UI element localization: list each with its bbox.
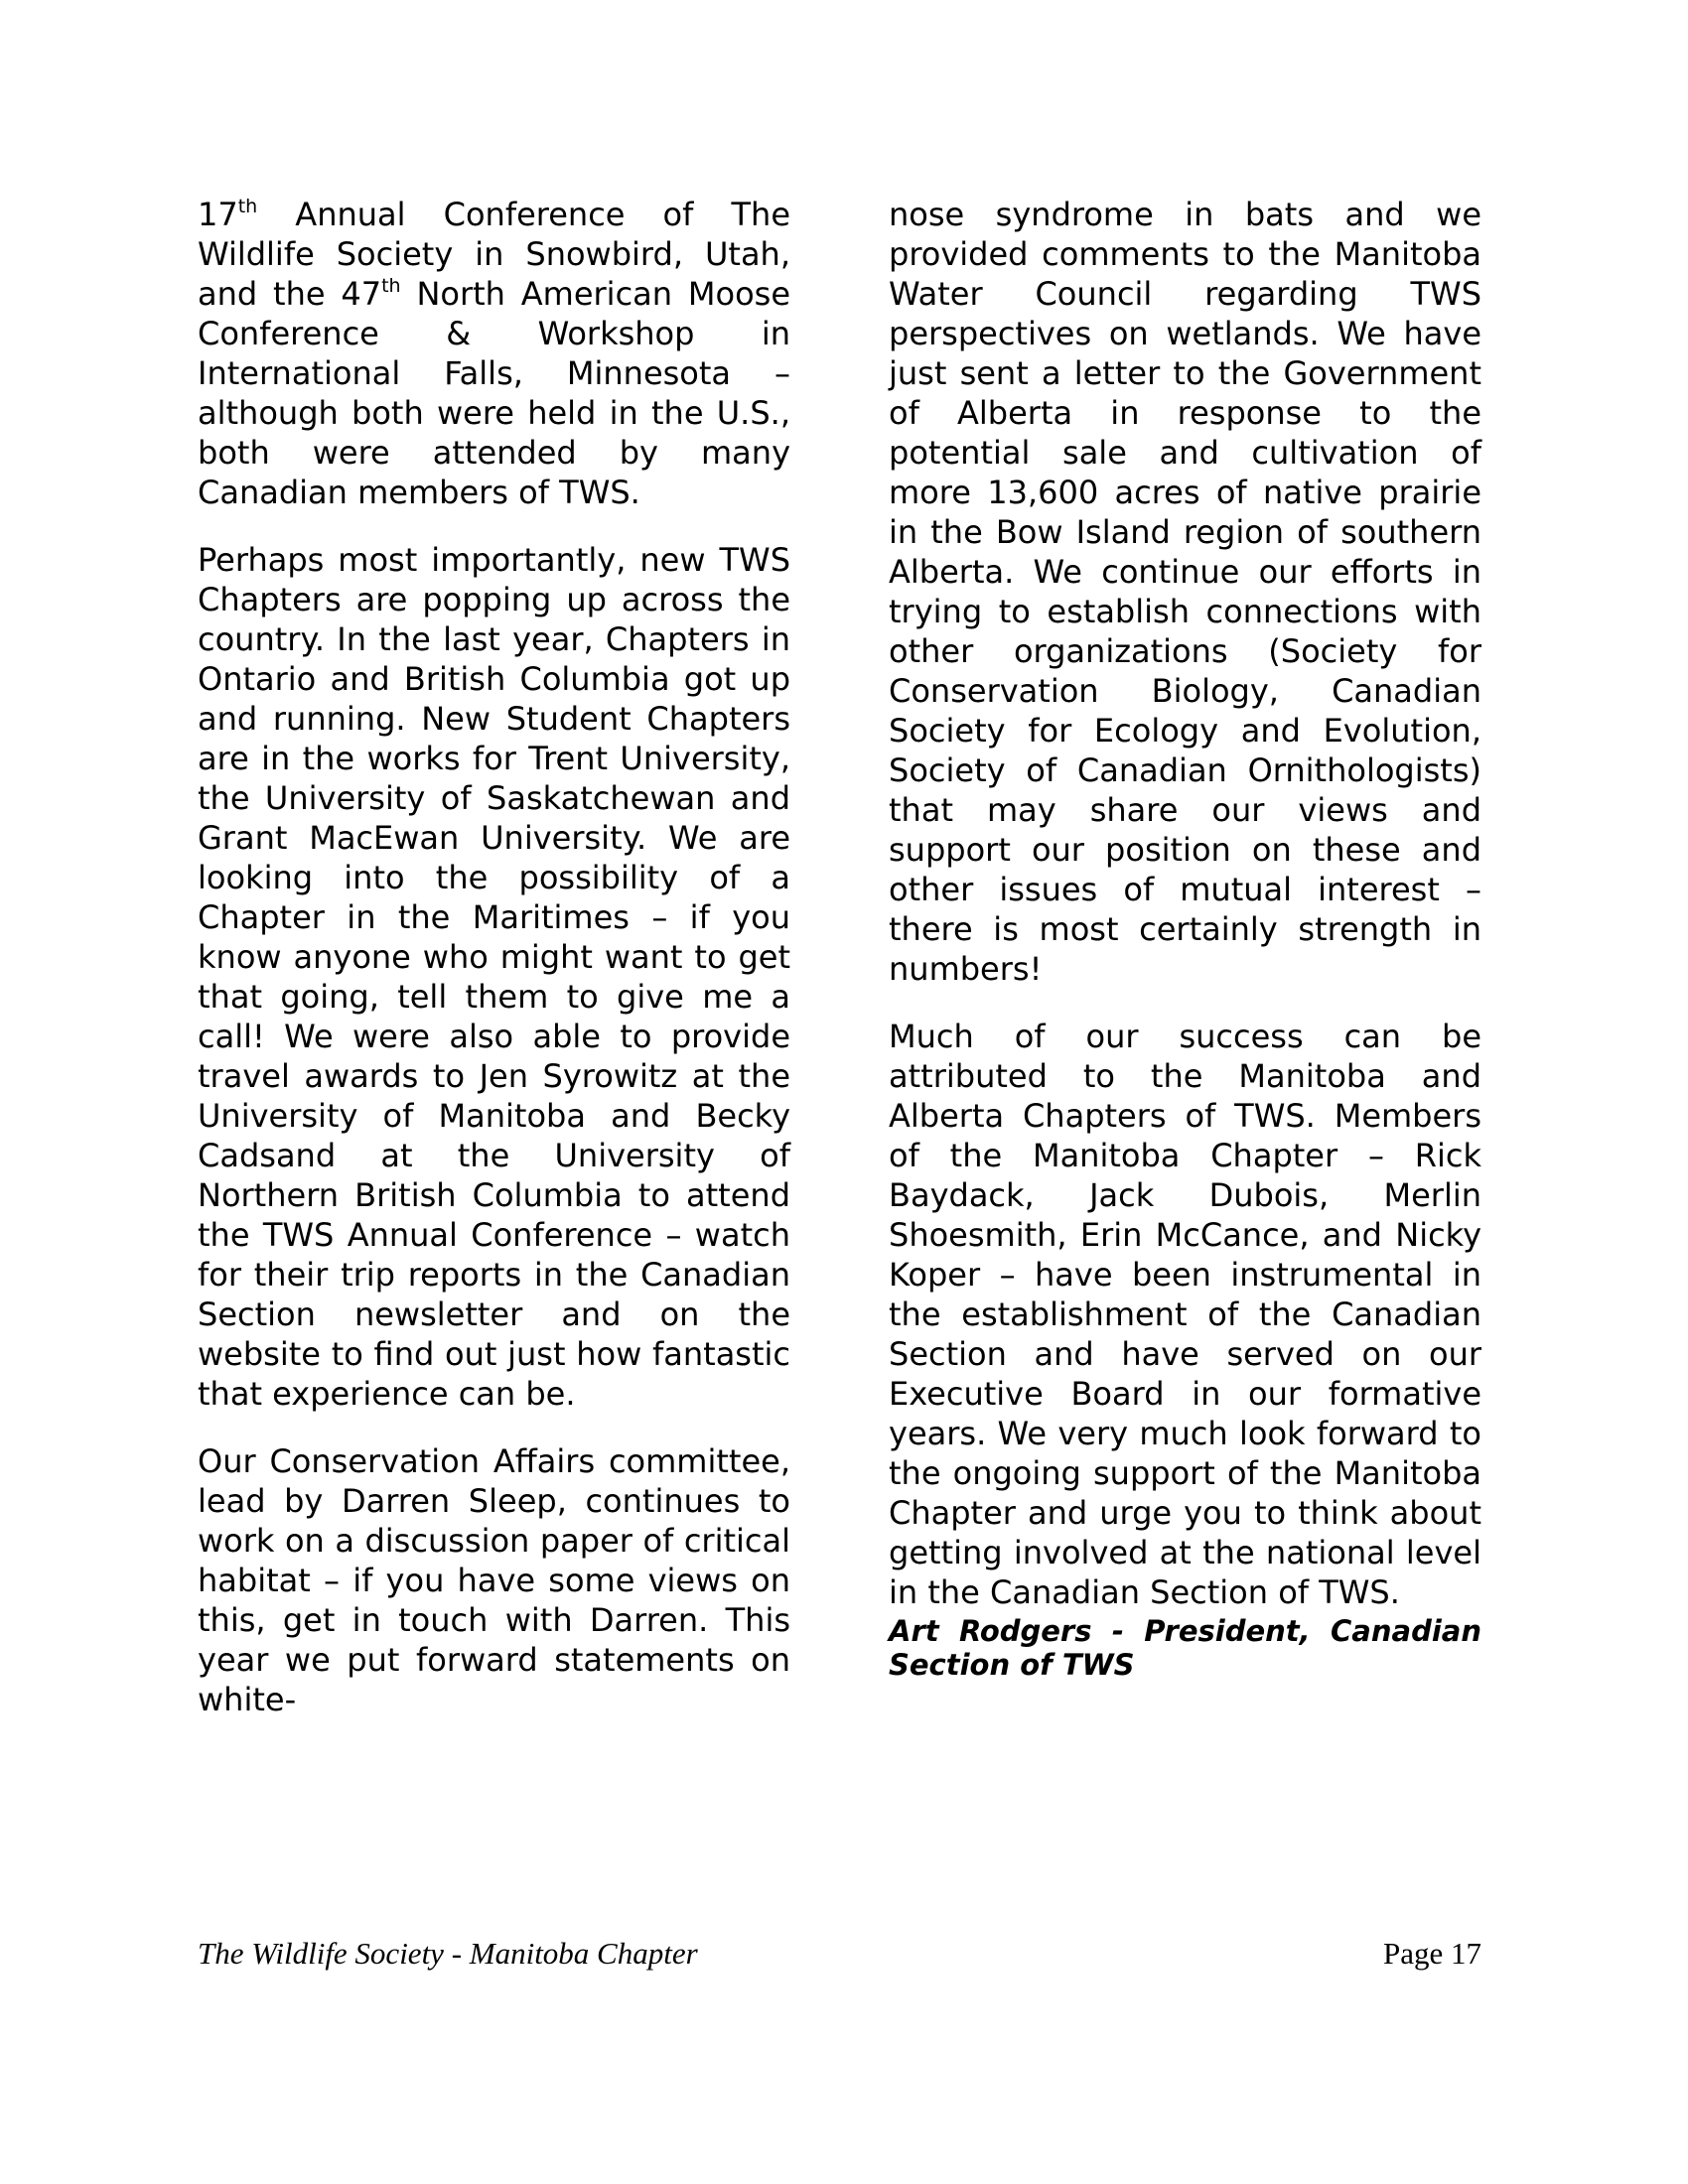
footer-publication-title: The Wildlife Society - Manitoba Chapter — [198, 1936, 698, 1971]
success-paragraph: Much of our success can be attributed to the Manitoba and Alberta Chapters of TWS. Members of the Manitoba Chapter – Rick Baydack, Jack Dubois, Merlin Shoesmith, Erin McCance, and Nicky Koper – have been instrumental in the establishment of the Canadian Section and have served on our Executive Board in our formative years. We very much look forward to the ongoing support of the Manitoba Chapter and urge you to think about getting involved at the national level in the Canadian Section of TWS. — [889, 1018, 1481, 1611]
text-segment: 17 — [198, 196, 238, 233]
intro-conference-paragraph — [198, 195, 790, 512]
right-column — [889, 195, 1481, 1682]
conservation-affairs-paragraph: Our Conservation Affairs committee, lead by Darren Sleep, continues to work on a discussion paper of critical habitat – if you have some views on this, get in touch with Darren. This year we put forward statements on white- — [198, 1442, 790, 1718]
footer-page-number: Page 17 — [1382, 1936, 1481, 1971]
author-signature: Art Rodgers - President, Canadian Section of TWS — [889, 1614, 1481, 1682]
text-segment: Annual Conference of The Wildlife Society in Snowbird, Utah, and the 47 — [198, 196, 790, 313]
text-segment: North American Moose Conference & Workshop in International Falls, Minnesota – although both were held in the U.S., both were attended by many Canadian members of TWS. — [198, 275, 791, 511]
superscript: th — [237, 196, 258, 218]
new-chapters-paragraph: Perhaps most importantly, new TWS Chapters are popping up across the country. In the last year, Chapters in Ontario and British Columbia got up and running. New Student Chapters are in the works for Trent University, the University of Saskatchewan and Grant MacEwan University. We are looking into the possibility of a Chapter in the Maritimes – if you know anyone who might want to get that going, tell them to give me a call! We were also able to provide travel awards to Jen Syrowitz at the University of Manitoba and Becky Cadsand at the University of Northern British Columbia to attend the TWS Annual Conference – watch for their trip reports in the Canadian Section newsletter and on the website to find out just how fantastic that experience can be. — [198, 541, 790, 1413]
left-column — [198, 195, 790, 1719]
statements-paragraph: nose syndrome in bats and we provided comments to the Manitoba Water Council regarding TWS perspectives on wetlands. We have just sent a letter to the Government of Alberta in response to the potential sale and cultivation of more 13,600 acres of native prairie in the Bow Island region of southern Alberta. We continue our efforts in trying to establish connections with other organizations (Society for Conservation Biology, Canadian Society for Ecology and Evolution, Society of Canadian Ornithologists) that may share our views and support our position on these and other issues of mutual interest – there is most certainly strength in numbers! — [889, 196, 1481, 988]
superscript: th — [381, 275, 401, 298]
